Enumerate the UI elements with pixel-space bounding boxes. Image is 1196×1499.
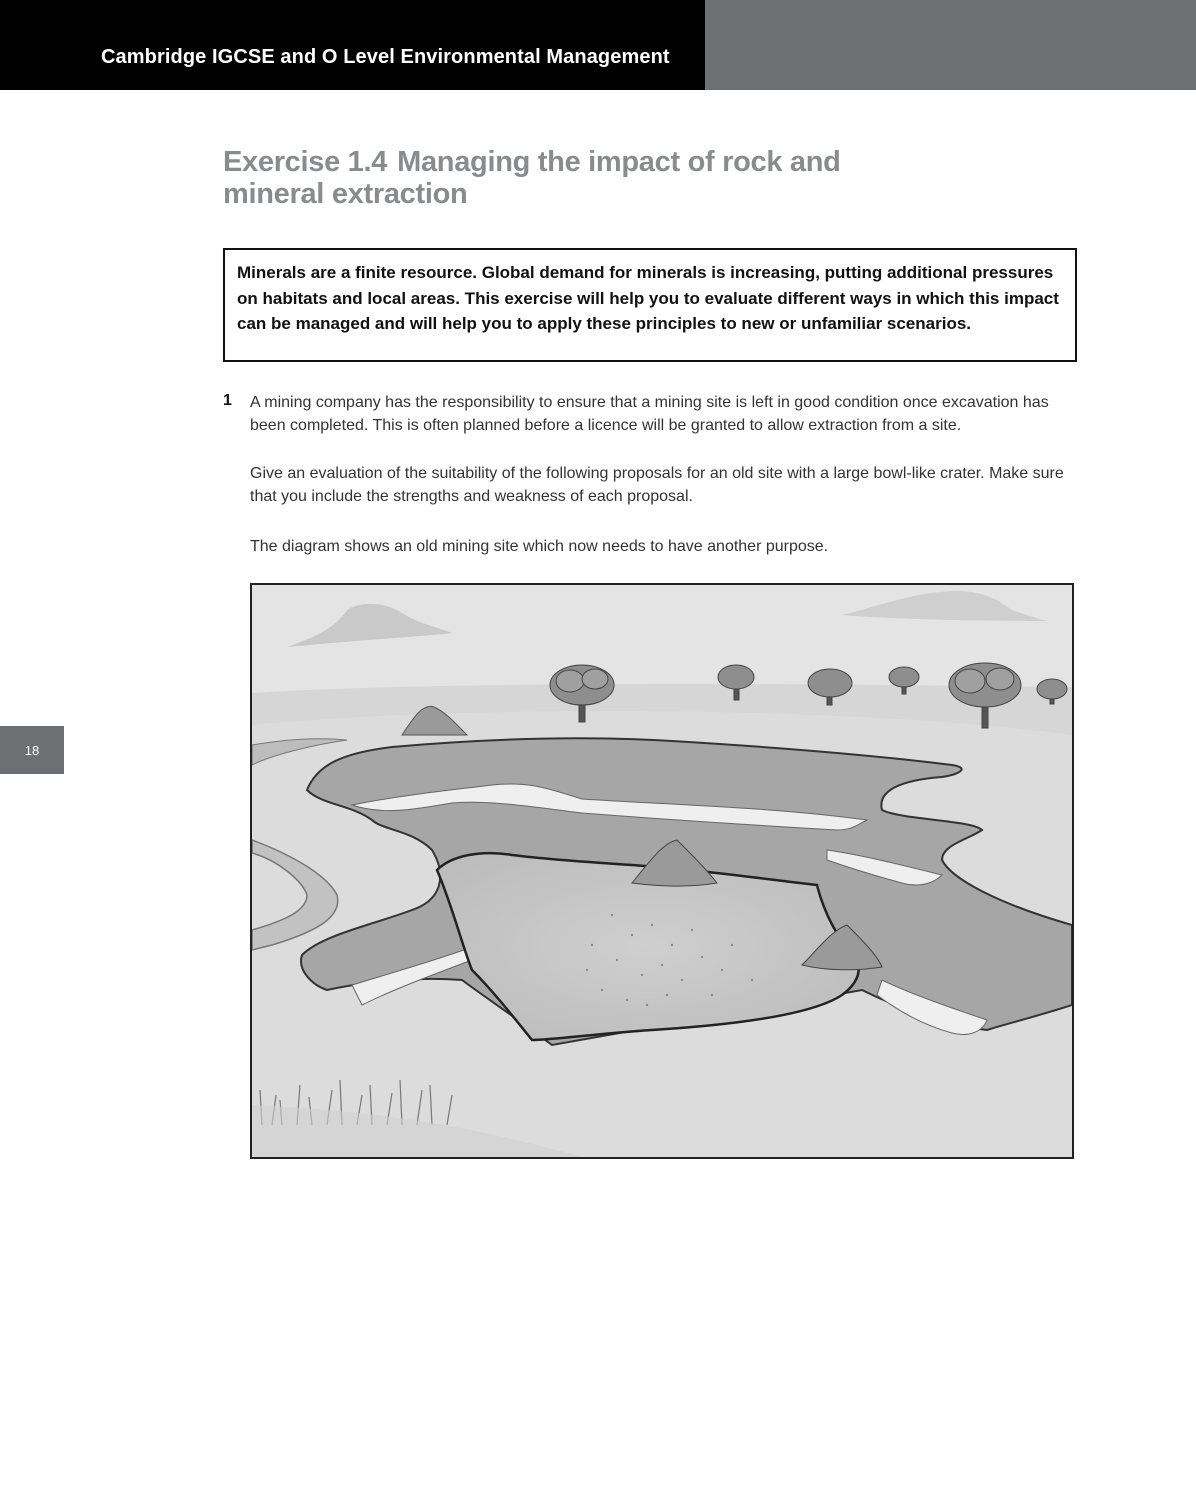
quarry-illustration: [250, 583, 1074, 1159]
header-accent-bar: [705, 0, 1196, 90]
question-number: 1: [223, 392, 232, 409]
intro-box: Minerals are a finite resource. Global demand for minerals is increasing, putting additional pressures on habitats and local areas. This exercise will help you to evaluate different ways in which this impact can be managed and will help you to apply these principles to new or unfamiliar scenarios.: [223, 248, 1077, 362]
question-paragraph: The diagram shows an old mining site which now needs to have another purpose.: [250, 538, 829, 555]
page-number: 18: [0, 726, 64, 774]
question-paragraph: A mining company has the responsibility to ensure that a mining site is left in good condition once excavation has been completed. This is often planned before a licence will be granted to allow extraction from a site.: [250, 394, 1049, 434]
header-bar: [0, 0, 705, 90]
question-paragraph: Give an evaluation of the suitability of the following proposals for an old site with a large bowl-like crater. Make sure that you include the strengths and weakness of each proposal.: [250, 465, 1064, 505]
exercise-heading: [223, 146, 923, 210]
exercise-number: Exercise 1.4: [223, 146, 388, 178]
book-title: Cambridge IGCSE and O Level Environmental Management: [101, 46, 670, 68]
exercise-title: Managing the impact of rock and mineral extraction: [223, 146, 841, 210]
